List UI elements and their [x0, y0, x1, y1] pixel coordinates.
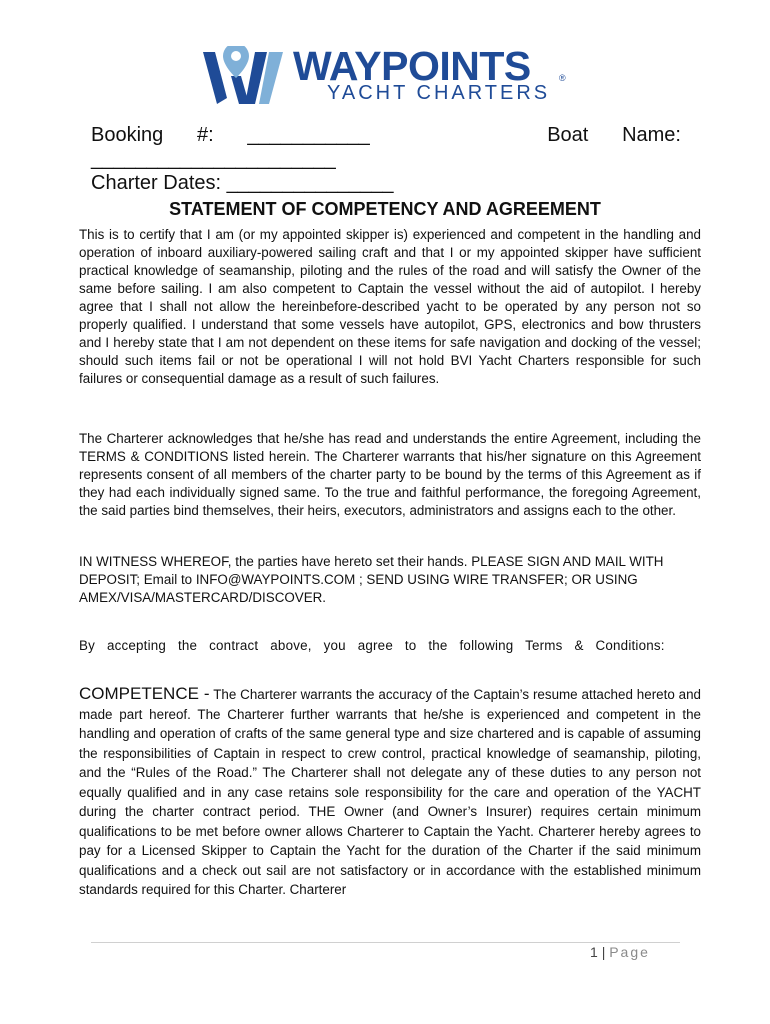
booking-label: Booking [91, 124, 164, 146]
boat-name-blank[interactable]: ______________________ [91, 148, 336, 170]
footer-separator: | [601, 944, 606, 960]
waypoints-logo-icon [203, 46, 289, 106]
footer-divider [91, 942, 680, 943]
page-footer [590, 944, 650, 960]
charter-dates-line [91, 172, 393, 195]
booking-hash-label: #: [197, 124, 214, 146]
brand-name: WAYPOINTS [293, 43, 531, 89]
competence-section [79, 684, 701, 900]
acknowledgement-paragraph: The Charterer acknowledges that he/she has read and understands the entire Agreement, including the TERMS & CONDITIONS listed herein. The Charterer warrants that his/her signature on this Agreement represents consent of all members of the charter party to be bound by the terms of this Agreement as if they had each individually signed same. To the true and faithful performance, the foregoing Agreement, the said parties bind themselves, their heirs, executors, administrators and assigns each to the other. [79, 431, 701, 518]
registered-mark: ® [559, 73, 566, 83]
boat-label: Boat [547, 124, 589, 146]
company-logo [203, 43, 573, 108]
charter-dates-blank[interactable]: _______________ [226, 172, 394, 194]
booking-number-blank[interactable]: ___________ [247, 124, 370, 146]
page-number: 1 [590, 944, 598, 960]
charter-dates-label: Charter Dates: [91, 172, 222, 194]
competence-body: The Charterer warrants the accuracy of the Captain’s resume attached hereto and made part hereof. The Charterer further warrants that he/she is experienced and competent in the handling and operation of crafts of the same general type and size chartered and is capable of assuming the responsibilities of Captain in respect to crew control, practical knowledge of seamanship, piloting, and the “Rules of the Road.” The Charterer shall not delegate any of these duties to any person not equally qualified and in any case retains sole responsibility for the care and operation of the YACHT during the charter contract period. THE Owner (and Owner’s Insurer) requires certain minimum qualifications to be met before owner allows Charterer to Captain the Yacht. Charterer hereby agrees to pay for a Licensed Skipper to Captain the Yacht for the duration of the Charter if the said minimum qualifications and a check out sail are not satisfactory or in accordance with the established minimum standards required for this Charter. Charterer [79, 687, 702, 897]
page-label: Page [609, 944, 650, 960]
booking-boat-line [91, 124, 681, 147]
document-title: STATEMENT OF COMPETENCY AND AGREEMENT [169, 199, 601, 219]
brand-subtitle: YACHT CHARTERS [327, 82, 551, 104]
witness-paragraph: IN WITNESS WHEREOF, the parties have hereto set their hands. PLEASE SIGN AND MAIL WITH DEPOSIT; Email to INFO@WAYPOINTS.COM ; SEND USING WIRE TRANSFER; OR USING AMEX/VISA/MASTERCARD/DISCOVER. [79, 554, 664, 605]
competency-statement: This is to certify that I am (or my appointed skipper is) experienced and competent in the handling and operation of inboard auxiliary-powered sailing craft and that I or my appointed skipper have sufficient practical knowledge of seamanship, piloting and the rules of the road and will satisfy the Owner of the same before sailing. I am also competent to Captain the vessel without the aid of autopilot. I hereby agree that I shall not allow the hereinbefore-described yacht to be operated by any person not so properly qualified. I understand that some vessels have autopilot, GPS, electronics and bow thrusters and I hereby state that I am not dependent on these items for safe navigation and docking of the vessel; should such items fail or not be operational I will not hold BVI Yacht Charters responsible for such failures or consequential damage as a result of such failures. [79, 227, 701, 386]
boat-name-label: Name: [622, 124, 681, 146]
terms-intro: By accepting the contract above, you agree to the following Terms & Conditions: [79, 638, 665, 653]
competence-heading: COMPETENCE - [79, 684, 210, 703]
